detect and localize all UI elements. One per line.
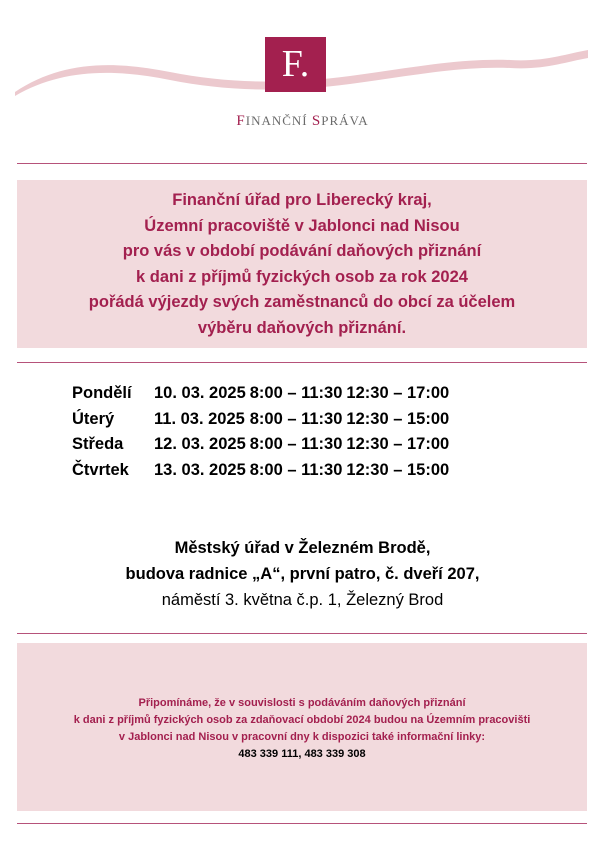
- afternoon-hours: 12:30 – 17:00: [346, 384, 450, 403]
- intro-line: výběru daňových přiznání.: [197, 318, 407, 337]
- header: [0, 0, 605, 150]
- schedule-row: [70, 407, 453, 433]
- date: 11. 03. 2025: [154, 409, 245, 428]
- schedule-row: [70, 381, 453, 407]
- note-line: Připomínáme, že v souvislosti s podáváním daňových přiznání: [138, 697, 466, 709]
- intro-line: pro vás v období podávání daňových přiznání: [122, 242, 482, 260]
- day: Úterý: [72, 409, 115, 428]
- day: Čtvrtek: [72, 460, 129, 479]
- date: 12. 03. 2025: [154, 435, 246, 454]
- intro-line: Územní pracoviště v Jablonci nad Nisou: [144, 216, 460, 235]
- divider: [17, 163, 587, 164]
- morning-hours: 8:00 – 11:30: [249, 460, 343, 479]
- location-building: budova radnice „A“, první patro, č. dveří 207,: [125, 565, 480, 583]
- intro-line: pořádá výjezdy svých zaměstnanců do obcí za účelem: [88, 293, 516, 311]
- intro-panel: [17, 180, 587, 348]
- intro-line: Finanční úřad pro Liberecký kraj,: [172, 191, 432, 209]
- note-line: v Jablonci nad Nisou v pracovní dny k dispozici také informační linky:: [118, 731, 486, 743]
- day: Pondělí: [72, 384, 132, 403]
- note-panel: [17, 643, 587, 811]
- location: [0, 535, 605, 613]
- afternoon-hours: 12:30 – 15:00: [346, 460, 450, 479]
- afternoon-hours: 12:30 – 15:00: [346, 409, 450, 428]
- location-office: Městský úřad v Železném Brodě,: [174, 539, 431, 557]
- divider: [17, 823, 587, 824]
- logo-mark: F.: [265, 37, 326, 92]
- intro-line: k dani z příjmů fyzických osob za rok 2024: [136, 267, 468, 286]
- schedule-row: [70, 458, 453, 484]
- date: 13. 03. 2025: [154, 460, 246, 479]
- location-address: náměstí 3. května č.p. 1, Železný Brod: [161, 591, 444, 609]
- schedule-row: [70, 432, 453, 458]
- date: 10. 03. 2025: [154, 384, 246, 403]
- morning-hours: 8:00 – 11:30: [249, 435, 343, 454]
- divider: [17, 633, 587, 634]
- day: Středa: [72, 435, 124, 454]
- morning-hours: 8:00 – 11:30: [249, 409, 343, 428]
- logo-name: FINANČNÍ SPRÁVA: [236, 113, 369, 129]
- morning-hours: 8:00 – 11:30: [249, 384, 343, 403]
- phone-numbers: 483 339 111, 483 339 308: [238, 748, 366, 760]
- divider: [17, 362, 587, 363]
- afternoon-hours: 12:30 – 17:00: [346, 435, 450, 454]
- schedule-table: [70, 381, 453, 483]
- note-line: k dani z příjmů fyzických osob za zdaňovací období 2024 budou na Územním pracovišti: [73, 714, 531, 726]
